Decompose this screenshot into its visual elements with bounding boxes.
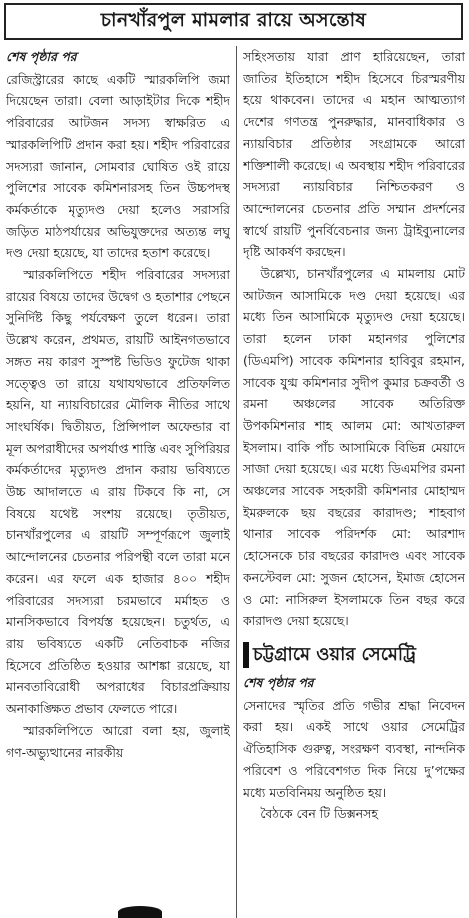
right-column: [243, 46, 465, 918]
second-story-headline: চট্টগ্রামে ওয়ার সেমেট্রি: [243, 642, 465, 668]
article-paragraph: বৈঠকে বেন টি ডিক্সনসহ: [260, 806, 378, 822]
left-column: [6, 46, 230, 918]
article-paragraph: স্মারকলিপিতে আরো বলা হয়, জুলাই গণ-অভ্যুত্থানের নারকীয়: [6, 722, 230, 760]
photo-edge: [118, 906, 162, 918]
article-paragraph: স্মারকলিপিতে শহীদ পরিবারের সদস্যরা রায়ের বিষয়ে তাদের উদ্বেগ ও হতাশার পেছনে সুনির্দিষ্ট কিছু পর্যবেক্ষণ তুলে ধরেন। তারা উল্লেখ করেন, প্রথমত, রায়টি আইনগতভাবে সঙ্গত নয় কারণ সুস্পষ্ট ভিডিও ফুটেজ থাকা সত্ত্বেও তা রায়ে যথাযথভাবে প্রতিফলিত হয়নি, যা ন্যায়বিচারের মৌলিক নীতির সাথে সাংঘর্ষিক। দ্বিতীয়ত, প্রিন্সিপাল অফেন্ডার বা মূল অপরাধীদের অপর্যাপ্ত শাস্তি এবং সুপিরিয়র কর্মকর্তাদের মৃত্যুদণ্ড প্রদান করায় ভবিষ্যতে উচ্চ আদালতে এ রায় টিকবে কি না, সে বিষয়ে যথেষ্ট সংশয় রয়েছে। তৃতীয়ত, চানখাঁরপুলের এ রায়টি সম্পূর্ণরূপে জুলাই আন্দোলনের চেতনার পরিপন্থী বলে তারা মনে করেন। এর ফলে এক হাজার ৪০০ শহীদ পরিবারের সদস্যরা চরমভাবে মর্মাহত ও মানসিকভাবে বিপর্যস্ত হয়েছেন। চতুর্থত, এ রায় ভবিষ্যতে একটি নেতিবাচক নজির হিসেবে প্রতিষ্ঠিত হওয়ার আশঙ্কা রয়েছে, যা মানবতাবিরোধী অপরাধের বিচারপ্রক্রিয়ায় অনাকাঙ্ক্ষিত প্রভাব ফেলতে পারে।: [6, 267, 230, 717]
article-paragraph: রেজিস্ট্রারের কাছে একটি স্মারকলিপি জমা দিয়েছেন তারা। বেলা আড়াইটার দিকে শহীদ পরিবারের আটজন সদস্য স্বাক্ষরিত এ স্মারকলিপিটি প্রদান করা হয়। শহীদ পরিবারের সদস্যরা জানান, সোমবার ঘোষিত ওই রায়ে পুলিশের সাবেক কমিশনারসহ তিন উচ্চপদস্থ কর্মকর্তাকে মৃত্যুদণ্ড দেয়া হলেও সরাসরি জড়িত মাঠপর্যায়ের অভিযুক্তদের অত্যন্ত লঘু দণ্ড দেয়া হয়েছে, যা তাদের হতাশ করেছে।: [6, 71, 230, 261]
article-paragraph: সেনাদের স্মৃতির প্রতি গভীর শ্রদ্ধা নিবেদন করা হয়। একই সাথে ওয়ার সেমেট্রির ঐতিহাসিক গুরুত্ব, সংরক্ষণ ব্যবস্থা, নান্দনিক পরিবেশ ও পরিবেশগত দিক নিয়ে দু’পক্ষের মধ্যে মতবিনিময় অনুষ্ঠিত হয়।: [243, 697, 465, 800]
headline-box: [4, 3, 463, 40]
page-headline: চানখাঁরপুল মামলার রায়ে অসন্তোষ: [100, 8, 367, 31]
second-story-continued-label: শেষ পৃষ্ঠার পর: [243, 674, 314, 690]
article-paragraph: সহিংসতায় যারা প্রাণ হারিয়েছেন, তারা জাতির ইতিহাসে শহীদ হিসেবে চিরস্মরণীয় হয়ে থাকবেন। তাদের এ মহান আত্মত্যাগ দেশের গণতন্ত্র পুনরুদ্ধার, মানবাধিকার ও ন্যায়বিচার প্রতিষ্ঠার সংগ্রামকে আরো শক্তিশালী করেছে। এ অবস্থায় শহীদ পরিবারের সদস্যরা ন্যায়বিচার নিশ্চিতকরণ ও আন্দোলনের চেতনার প্রতি সম্মান প্রদর্শনের স্বার্থে রায়টি পুনর্বিবেচনার জন্য ট্রাইব্যুনালের দৃষ্টি আকর্ষণ করছেন।: [243, 49, 465, 260]
continued-label: শেষ পৃষ্ঠার পর: [6, 49, 77, 64]
article-paragraph: উল্লেখ্য, চানখাঁরপুলের এ মামলায় মোট আটজন আসামিকে দণ্ড দেয়া হয়েছে। এর মধ্যে তিন আসামিকে মৃত্যুদণ্ড দেয়া হয়েছে। তারা হলেন ঢাকা মহানগর পুলিশের (ডিএমপি) সাবেক কমিশনার হাবিবুর রহমান, সাবেক যুগ্ম কমিশনার সুদীপ কুমার চক্রবর্তী ও রমনা অঞ্চলের সাবেক অতিরিক্ত উপকমিশনার শাহ আলম মো: আখতারুল ইসলাম। বাকি পাঁচ আসামিকে বিভিন্ন মেয়াদে সাজা দেয়া হয়েছে। এর মধ্যে ডিএমপির রমনা অঞ্চলের সাবেক সহকারী কমিশনার মোহাম্মদ ইমরুলকে ছয় বছরের কারাদণ্ড; শাহবাগ থানার সাবেক পরিদর্শক মো: আরশাদ হোসেনকে চার বছরের কারাদণ্ড এবং সাবেক কনস্টেবল মো: সুজন হোসেন, ইমাজ হোসেন ও মো: নাসিরুল ইসলামকে তিন বছর করে কারাদণ্ড দেয়া হয়েছে।: [243, 266, 465, 629]
column-divider: [236, 46, 237, 918]
